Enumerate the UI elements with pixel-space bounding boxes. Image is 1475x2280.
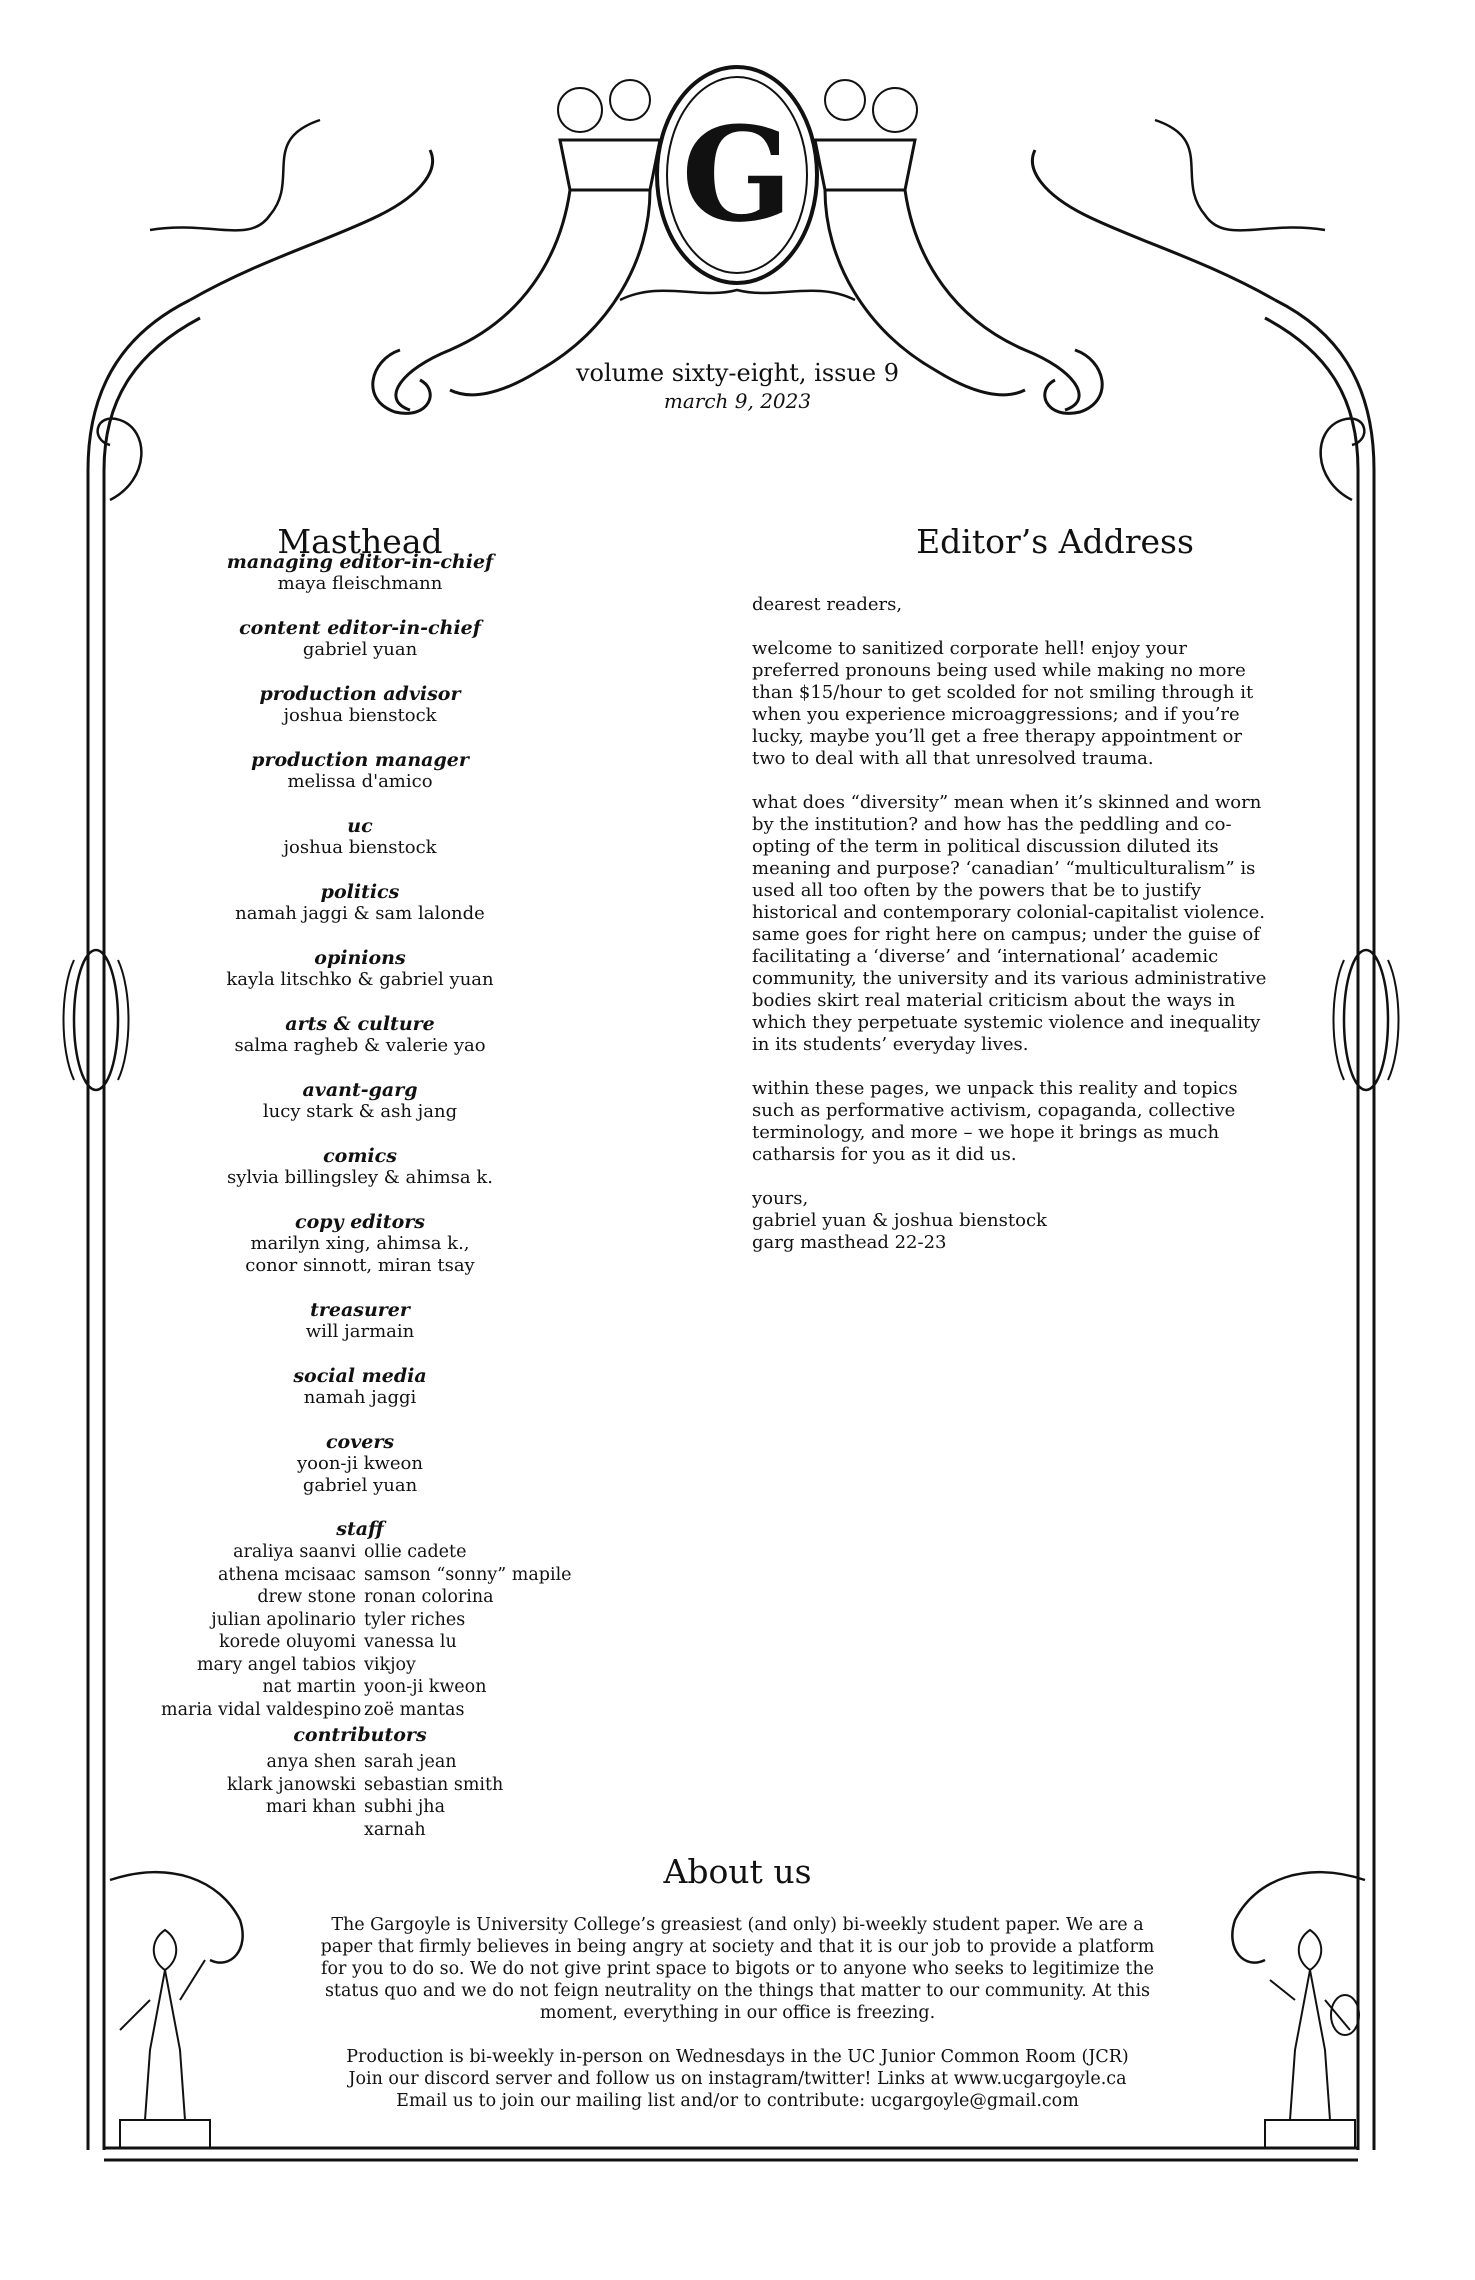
role-names: joshua bienstock — [283, 837, 437, 858]
editor-paragraph: what does “diversity” mean when it’s skinned and worn by the institution? and how has the peddling and co-opting of the term in political discussion diluted its meaning and purpose? ‘canadian’ “multiculturalism” is used all too often by the powers that be to justify historical and contemporary colonial-capitalist violence. same goes for right here on campus; under the guise of facilitating a ‘diverse’ and ‘international’ academic community, the university and its various administrative bodies skirt real material criticism about the ways in which they perpetuate systemic violence and inequality in its students’ everyday lives. — [752, 792, 1267, 1055]
person-name: mary angel tabios — [196, 1654, 356, 1675]
role-names: conor sinnott, miran tsay — [245, 1255, 475, 1276]
about-info-line: Join our discord server and follow us on instagram/twitter! Links at www.ucgargoyle.ca — [348, 2069, 1127, 2089]
masthead-role — [160, 617, 560, 661]
issue-header — [0, 358, 1475, 414]
person-name: sebastian smith — [364, 1774, 504, 1795]
masthead-role — [160, 881, 560, 925]
role-title: production manager — [251, 749, 469, 771]
masthead-role — [160, 1013, 560, 1057]
staff-list — [160, 1541, 572, 1721]
role-names: gabriel yuan — [302, 1475, 418, 1496]
issue-date: march 9, 2023 — [663, 389, 812, 413]
role-names: namah jaggi & sam lalonde — [235, 903, 485, 924]
about-info-line: Production is bi-weekly in-person on Wednesdays in the UC Junior Common Room (JCR) — [346, 2047, 1129, 2067]
masthead-role — [160, 683, 560, 727]
masthead-role — [160, 947, 560, 991]
about-section — [320, 1852, 1155, 2112]
role-names: maya fleischmann — [277, 573, 443, 594]
person-name: drew stone — [257, 1587, 356, 1607]
person-name: samson “sonny” mapile — [364, 1564, 572, 1585]
role-names: lucy stark & ash jang — [262, 1101, 458, 1122]
role-names: gabriel yuan — [302, 639, 418, 660]
masthead-role — [160, 749, 560, 793]
role-names: yoon-ji kweon — [297, 1453, 423, 1474]
signoff-line: garg masthead 22-23 — [752, 1232, 947, 1253]
person-name: subhi jha — [364, 1797, 446, 1817]
role-names: sylvia billingsley & ahimsa k. — [227, 1167, 493, 1188]
role-names: kayla litschko & gabriel yuan — [226, 969, 494, 990]
person-name: yoon-ji kweon — [364, 1677, 487, 1697]
masthead-role — [160, 1211, 560, 1277]
role-title: arts & culture — [285, 1013, 435, 1035]
role-title: opinions — [314, 947, 406, 969]
role-names: namah jaggi — [303, 1387, 417, 1408]
person-name: vikjoy — [364, 1654, 416, 1675]
role-title: uc — [347, 815, 373, 837]
issue-volume: volume sixty-eight, issue 9 — [575, 359, 900, 387]
person-name: athena mcisaac — [217, 1564, 356, 1585]
editor-greeting: dearest readers, — [752, 594, 903, 615]
masthead-role — [160, 815, 560, 859]
role-title: comics — [323, 1145, 397, 1167]
role-title: copy editors — [295, 1211, 425, 1233]
person-name: araliya saanvi — [233, 1542, 356, 1562]
about-info-line: Email us to join our mailing list and/or to contribute: ucgargoyle@gmail.com — [396, 2091, 1079, 2111]
masthead-list — [160, 551, 572, 1841]
person-name: nat martin — [262, 1677, 356, 1697]
masthead-role — [160, 551, 560, 595]
role-title: covers — [325, 1431, 395, 1453]
about-body: The Gargoyle is University College’s greasiest (and only) bi-weekly student paper. We are a paper that firmly believes in being angry at society and that it is our job to provide a platform for you to do so. We do not give print space to bigots or to anyone who seeks to legitimize the status quo and we do not feign neutrality on the things that matter to our community. At this moment, everything in our office is freezing. — [320, 1915, 1155, 2023]
person-name: ollie cadete — [364, 1542, 467, 1562]
role-names: melissa d'amico — [287, 771, 433, 792]
person-name: zoë mantas — [364, 1699, 465, 1720]
role-names: salma ragheb & valerie yao — [234, 1035, 486, 1056]
person-name: ronan colorina — [364, 1587, 494, 1607]
masthead-role — [160, 1079, 560, 1123]
masthead-role — [160, 1299, 560, 1343]
staff-title: staff — [336, 1518, 384, 1540]
about-title: About us — [663, 1852, 812, 1891]
role-names: will jarmain — [305, 1321, 415, 1342]
gargoyle-monogram: G — [681, 98, 793, 251]
person-name: vanessa lu — [364, 1632, 457, 1652]
role-title: production advisor — [259, 683, 461, 705]
masthead-title: Masthead — [277, 522, 443, 562]
editor-paragraph: welcome to sanitized corporate hell! enjoy your preferred pronouns being used while making no more than $15/hour to get scolded for not smiling through it when you experience microaggressions; and if you’re lucky, maybe you’ll get a free therapy appointment or two to deal with all that unresolved trauma. — [752, 638, 1254, 769]
contributors-list — [160, 1751, 560, 1841]
person-name: maria vidal valdespino — [161, 1699, 362, 1720]
person-name: sarah jean — [364, 1752, 457, 1772]
editor-address — [752, 594, 1272, 1254]
role-title: content editor-in-chief — [239, 617, 481, 639]
person-name: xarnah — [364, 1819, 426, 1840]
editor-signoff — [752, 1188, 1272, 1254]
masthead-role — [160, 1431, 560, 1497]
editor-address-title: Editor’s Address — [916, 522, 1194, 562]
role-title: avant-garg — [302, 1079, 418, 1101]
masthead-role — [160, 1145, 560, 1189]
person-name: mari khan — [265, 1797, 356, 1817]
person-name: julian apolinario — [211, 1609, 356, 1630]
role-title: social media — [293, 1365, 427, 1387]
person-name: anya shen — [266, 1752, 356, 1772]
person-name: klark janowski — [227, 1774, 356, 1795]
contributors-title: contributors — [293, 1724, 427, 1746]
person-name: tyler riches — [364, 1609, 466, 1630]
role-title: managing editor-in-chief — [226, 551, 494, 573]
role-names: marilyn xing, ahimsa k., — [250, 1233, 470, 1254]
signoff-line: yours, — [752, 1188, 809, 1209]
role-title: treasurer — [310, 1299, 410, 1321]
editor-paragraph: within these pages, we unpack this reality and topics such as performative activism, copaganda, collective terminology, and more – we hope it brings as much catharsis for you as it did us. — [752, 1078, 1238, 1165]
role-title: politics — [320, 881, 400, 903]
person-name: korede oluyomi — [218, 1632, 356, 1652]
masthead-role — [160, 1365, 560, 1409]
signoff-line: gabriel yuan & joshua bienstock — [752, 1210, 1047, 1231]
role-names: joshua bienstock — [283, 705, 437, 726]
